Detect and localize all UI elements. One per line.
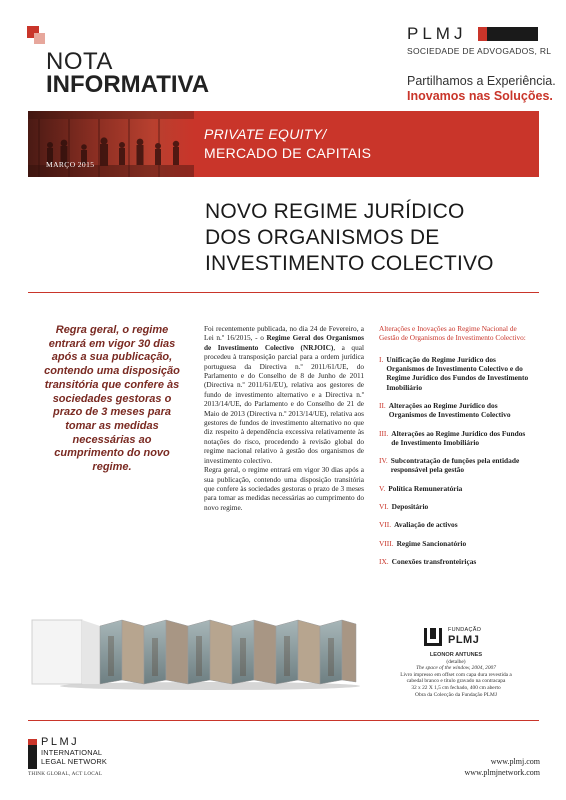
- caption-detail: (detalhe): [446, 658, 466, 665]
- list-item: III. Alterações ao Regime Jurídico dos Fundos de Investimento Imobiliário: [379, 428, 526, 447]
- link-plmj[interactable]: www.plmj.com: [490, 757, 540, 766]
- section-banner: [28, 111, 539, 177]
- artwork-image: [30, 608, 360, 692]
- caption-artist: LEONOR ANTUNES: [429, 652, 483, 658]
- network-logo: [28, 737, 148, 777]
- foundation-label: FUNDAÇÃO: [448, 627, 482, 633]
- caption-line: 32 x 22 X 1,5 cm fechado, 400 cm aberto: [411, 684, 501, 691]
- foundation-logo: [424, 626, 486, 650]
- list-item: II. Alterações ao Regime Jurídico dos Organismos de Investimento Colectivo: [379, 401, 511, 420]
- brand-bar-icon: [478, 27, 538, 41]
- tagline-experience: Partilhamos a Experiência.: [407, 74, 556, 88]
- law-name: Regime Geral dos Organismos de Investimento Colectivo (NRJOIC): [204, 333, 364, 352]
- network-slogan: THINK GLOBAL, ACT LOCAL: [28, 771, 103, 777]
- main-title-line: DOS ORGANISMOS DE: [205, 226, 440, 249]
- banner-title-private-equity: PRIVATE EQUITY/: [204, 126, 327, 142]
- body-text: [204, 324, 364, 512]
- list-item: VII. Avaliação de activos: [379, 520, 458, 530]
- brand-logo: PLMJ: [407, 24, 467, 43]
- link-plmjnetwork[interactable]: www.plmjnetwork.com: [464, 768, 540, 777]
- divider-rule: [28, 292, 539, 293]
- artwork-caption: [380, 652, 532, 698]
- list-item: V. Política Remuneratória: [379, 483, 463, 493]
- list-item: I. Unificação do Regime Jurídico dos Organismos de Investimento Colectivo e do Regime Jurídico dos Fundos de Investimento Imobiliário: [379, 354, 529, 392]
- nota-title: NOTA: [46, 48, 113, 75]
- network-mark-icon: [28, 739, 37, 769]
- banner-photo: [28, 111, 194, 177]
- caption-title: The space of the window, 2004, 2007: [416, 665, 496, 672]
- main-title: [205, 199, 494, 277]
- brand-subtitle: SOCIEDADE DE ADVOGADOS, RL: [407, 46, 552, 56]
- tagline-innovation: Inovamos nas Soluções.: [407, 89, 553, 103]
- caption-line: Obra da Colecção da Fundação PLMJ: [415, 691, 497, 698]
- pull-quote: Regra geral, o regime entrará em vigor 30 dias após a sua publicação, contendo uma disposição transitória que confere às sociedades gestoras o prazo de 3 meses para tomar as medidas necessárias ao cumprimento do novo regime.: [44, 324, 180, 474]
- banner-title-capital-markets: MERCADO DE CAPITAIS: [204, 145, 372, 161]
- list-item: VI. Depositário: [379, 502, 429, 512]
- banner-date: MARÇO 2015: [46, 160, 95, 169]
- changes-section: [379, 324, 529, 575]
- network-line-legal: LEGAL NETWORK: [41, 757, 107, 766]
- main-title-line: INVESTIMENTO COLECTIVO: [205, 252, 494, 275]
- body-paragraph: Regra geral, o regime entrará em vigor 30 dias após a sua publicação, contendo uma disposição transitória que confere às sociedades gestoras o prazo de 3 meses para tomar as medidas necessárias ao cumprimento do novo regime.: [204, 465, 364, 512]
- changes-title: Alterações e Inovações ao Regime Nacional de Gestão de Organismos de Investimento Colectivo:: [379, 324, 526, 343]
- footer-links: [420, 756, 540, 778]
- list-item: IX. Conexões transfronteiriças: [379, 556, 477, 566]
- informativa-title: INFORMATIVA: [46, 71, 210, 98]
- main-title-line: NOVO REGIME JURÍDICO: [205, 200, 465, 223]
- caption-line: Livro impresso em offset com capa dura revestida a: [400, 671, 512, 678]
- caption-line: cabedal branco e título gravado na contracapa: [406, 678, 506, 685]
- body-paragraph: Foi recentemente publicada, no dia 24 de Fevereiro, a Lei n.º 16/2015, - o Regime Geral dos Organismos de Investimento Colectivo (NRJOIC), a qual procedeu à transposição parcial para a ordem jurídica portuguesa da Directiva n.º 2011/61/UE, do Parlamento e do Conselho de 8 de Junho de 2011 (Directiva n.º 2011/61/EU), relativa aos gestores de fundo de investimento alternativo e a Directiva n.º 2013/14/UE, do Parlamento e do Conselho de 21 de Maio de 2013 (Directiva n.º 2013/14/UE), relativa aos gestores de fundos de investimento alternativo no que diz respeito à dependência excessiva relativamente às notações do risco, procedendo à revisão global do regime nacional relativo à gestão dos organismos de investimento colectivo.: [204, 324, 364, 465]
- changes-list: [379, 355, 529, 566]
- list-item: VIII. Regime Sancionatório: [379, 538, 467, 548]
- network-line-international: INTERNATIONAL: [41, 748, 103, 757]
- corner-squares-icon: [27, 26, 45, 44]
- foundation-name: PLMJ: [448, 634, 480, 646]
- network-brand: PLMJ: [41, 736, 80, 748]
- foundation-mark-icon: [424, 628, 444, 648]
- list-item: IV. Subcontratação de funções pela entidade responsável pela gestão: [379, 456, 520, 475]
- footer-rule: [28, 720, 539, 721]
